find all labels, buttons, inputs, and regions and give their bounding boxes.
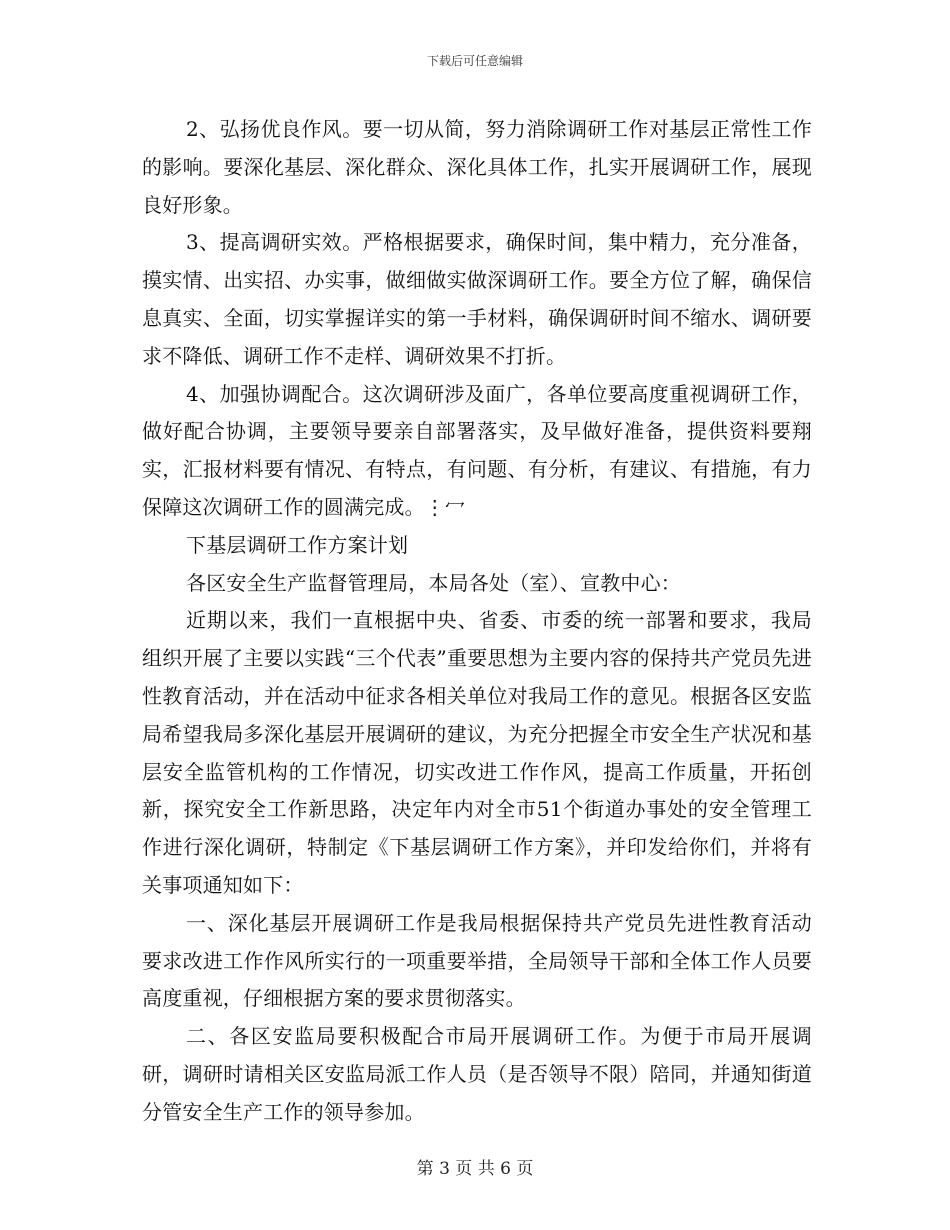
paragraph-item-1: 一、深化基层开展调研工作是我局根据保持共产党员先进性教育活动要求改进工作作风所实行的一项重要举措，全局领导干部和全体工作人员要高度重视，仔细根据方案的要求贯彻落实。 <box>142 910 812 1011</box>
section-title: 下基层调研工作方案计划 <box>186 532 409 557</box>
paragraph-style-point-4: 4、加强协调配合。这次调研涉及面广，各单位要高度重视调研工作，做好配合协调，主要领导要亲自部署落实，及早做好准备，提供资料要翔实，汇报材料要有情况、有特点，有问题、有分析，有建议、有措施，有力保障这次调研工作的圆满完成。⋮冖 <box>142 381 812 519</box>
paragraph-style-point-3: 3、提高调研实效。严格根据要求，确保时间，集中精力，充分准备，摸实情、出实招、办实事，做细做实做深调研工作。要全方位了解，确保信息真实、全面，切实掌握详实的第一手材料，确保调研时间不缩水、调研要求不降低、调研工作不走样、调研效果不打折。 <box>142 230 812 368</box>
page-footer: 第 3 页 共 6 页 <box>416 1159 534 1179</box>
salutation: 各区安全生产监督管理局，本局各处（室）、宣教中心： <box>186 570 681 595</box>
page-header: 下载后可任意编辑 <box>426 54 523 68</box>
paragraph-intro: 近期以来，我们一直根据中央、省委、市委的统一部署和要求，我局组织开展了主要以实践“三个代表”重要思想为主要内容的保持共产党员先进性教育活动，并在活动中征求各相关单位对我局工作的意见。根据各区安监局希望我局多深化基层开展调研的建议，为充分把握全市安全生产状况和基层安全监管机构的工作情况，切实改进工作作风，提高工作质量，开拓创新，探究安全工作新思路，决定年内对全市51个街道办事处的安全管理工作进行深化调研，特制定《下基层调研工作方案》，并印发给你们，并将有关事项通知如下： <box>142 608 812 897</box>
paragraph-style-point-2: 2、弘扬优良作风。要一切从简，努力消除调研工作对基层正常性工作的影响。要深化基层、深化群众、深化具体工作，扎实开展调研工作，展现良好形象。 <box>142 117 812 217</box>
paragraph-item-2: 二、各区安监局要积极配合市局开展调研工作。为便于市局开展调研，调研时请相关区安监局派工作人员（是否领导不限）陪同，并通知街道分管安全生产工作的领导参加。 <box>142 1024 812 1124</box>
document-body <box>142 111 812 1132</box>
